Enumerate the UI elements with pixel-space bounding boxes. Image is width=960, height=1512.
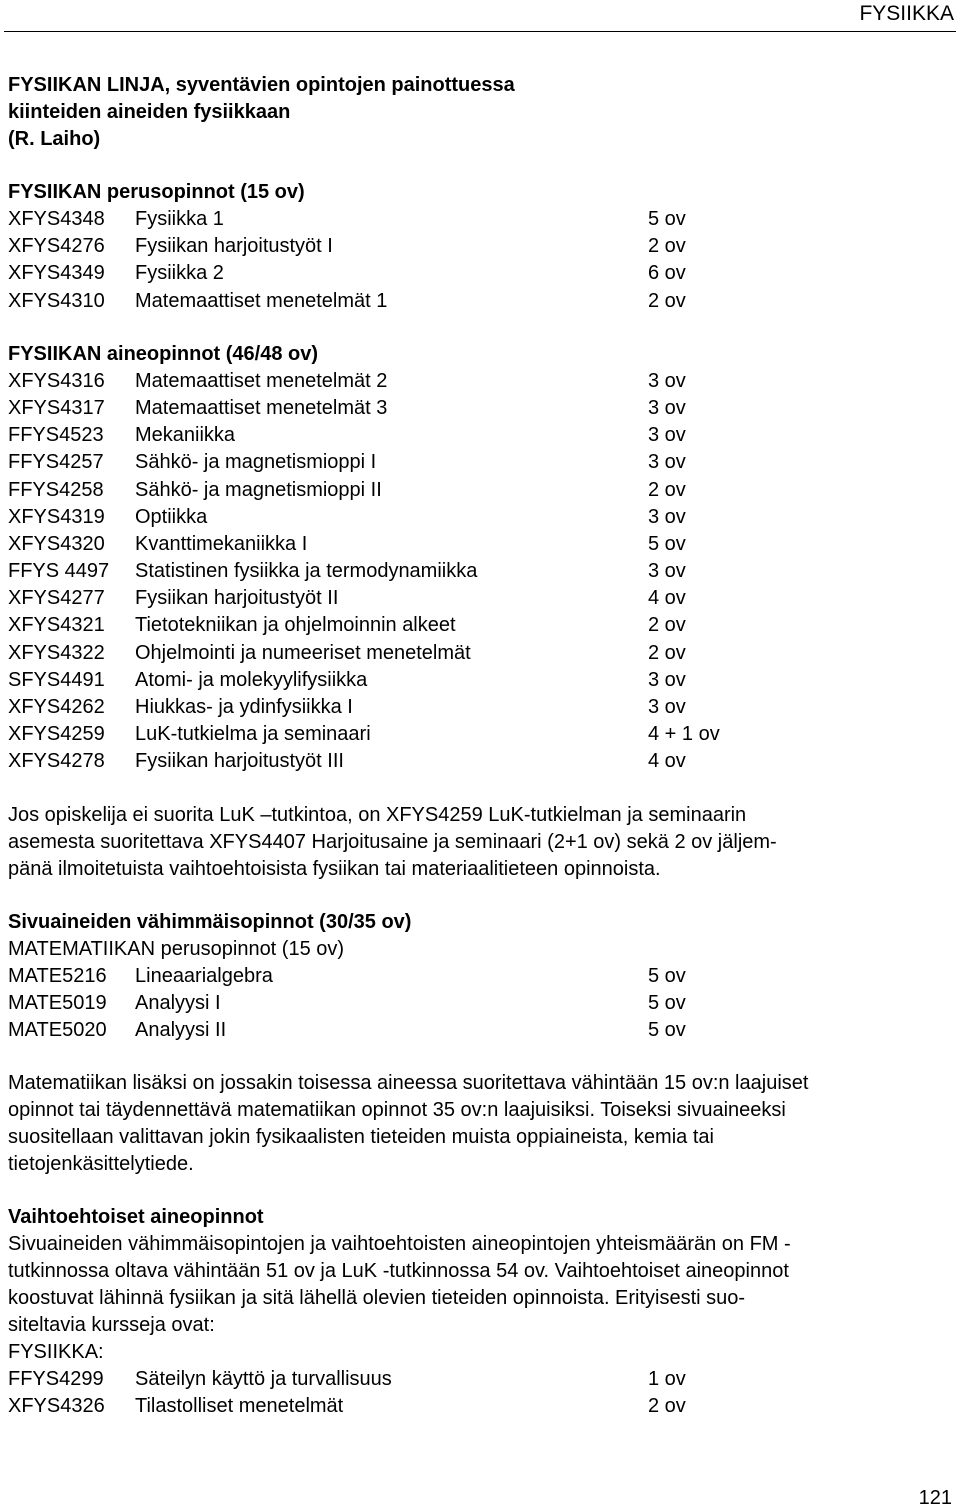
course-name: Analyysi I: [135, 991, 221, 1014]
course-code: XFYS4277: [8, 587, 105, 610]
intermediate-studies-heading: FYSIIKAN aineopinnot (46/48 ov): [8, 342, 319, 365]
course-name: Fysiikan harjoitustyöt I: [135, 235, 333, 258]
basic-course-list: [8, 206, 938, 315]
course-row: [8, 233, 938, 260]
spacer: [8, 776, 938, 802]
paragraph-line: siteltavia kursseja ovat:: [8, 1314, 215, 1337]
course-code: XFYS4349: [8, 262, 105, 285]
course-credits: 5 ov: [648, 208, 686, 230]
course-code: XFYS4322: [8, 641, 105, 664]
paragraph-line: suositellaan valittavan jokin fysikaalisten tieteiden muista oppiaineista, kemia tai: [8, 1126, 714, 1149]
course-code: XFYS4317: [8, 396, 105, 419]
course-row: [8, 1366, 938, 1393]
course-name: Hiukkas- ja ydinfysiikka I: [135, 696, 353, 718]
course-credits: 5 ov: [648, 964, 686, 987]
course-credits: 3 ov: [648, 369, 686, 392]
course-code: SFYS4491: [8, 668, 105, 691]
course-name: Ohjelmointi ja numeeriset menetelmät: [135, 641, 471, 664]
course-row: [8, 288, 938, 315]
header-rule: [4, 31, 956, 32]
course-credits: 2 ov: [648, 1395, 686, 1418]
course-row: [8, 422, 938, 449]
course-name: Fysiikka 2: [135, 262, 224, 285]
page-content: [8, 72, 938, 1421]
course-code: FFYS4257: [8, 451, 104, 474]
course-row: [8, 990, 938, 1017]
course-credits: 2 ov: [648, 289, 686, 312]
course-row: [8, 368, 938, 395]
course-row: [8, 1393, 938, 1420]
course-credits: 3 ov: [648, 560, 686, 583]
course-row: [8, 260, 938, 287]
course-code: XFYS4348: [8, 208, 105, 230]
intermediate-course-list: [8, 368, 938, 776]
course-code: XFYS4276: [8, 235, 105, 258]
basic-studies-heading: FYSIIKAN perusopinnot (15 ov): [8, 181, 305, 203]
course-code: FFYS4258: [8, 478, 104, 501]
course-credits: 5 ov: [648, 1018, 686, 1041]
luk-note-paragraph: [8, 802, 938, 883]
course-name: Fysiikka 1: [135, 208, 224, 230]
course-row: [8, 585, 938, 612]
paragraph-line: opinnot tai täydennettävä matematiikan opinnot 35 ov:n laajuisiksi. Toiseksi sivuaineeksi: [8, 1099, 786, 1122]
course-row: [8, 640, 938, 667]
minor-studies-heading: Sivuaineiden vähimmäisopinnot (30/35 ov): [8, 910, 412, 933]
course-code: XFYS4259: [8, 723, 105, 746]
page-number: 121: [918, 1487, 952, 1509]
course-row: [8, 395, 938, 422]
physics-subheading: FYSIIKKA:: [8, 1341, 104, 1364]
course-name: Fysiikan harjoitustyöt II: [135, 587, 339, 610]
course-row: [8, 748, 938, 775]
course-row: [8, 721, 938, 748]
course-code: XFYS4316: [8, 369, 105, 392]
course-code: MATE5020: [8, 1018, 107, 1041]
running-header: FYSIIKKA: [859, 2, 954, 25]
course-name: Matemaattiset menetelmät 3: [135, 396, 388, 419]
course-credits: 3 ov: [648, 505, 686, 528]
course-name: Matemaattiset menetelmät 1: [135, 289, 388, 312]
optional-studies-heading: Vaihtoehtoiset aineopinnot: [8, 1206, 264, 1229]
course-code: MATE5216: [8, 964, 107, 987]
spacer: [8, 1178, 938, 1204]
course-name: Mekaniikka: [135, 424, 236, 447]
section-title: [8, 72, 938, 153]
course-credits: 5 ov: [648, 532, 686, 555]
spacer: [8, 883, 938, 909]
spacer: [8, 315, 938, 341]
course-code: XFYS4262: [8, 696, 105, 718]
course-name: Kvanttimekaniikka I: [135, 532, 308, 555]
course-credits: 6 ov: [648, 262, 686, 285]
course-credits: 3 ov: [648, 424, 686, 447]
course-name: Optiikka: [135, 505, 208, 528]
paragraph-line: asemesta suoritettava XFYS4407 Harjoitusaine ja seminaari (2+1 ov) sekä 2 ov jäljem-: [8, 830, 777, 853]
paragraph-line: Matematiikan lisäksi on jossakin toisessa aineessa suoritettava vähintään 15 ov:n laajuiset: [8, 1072, 809, 1095]
course-name: Lineaarialgebra: [135, 964, 273, 987]
course-row: [8, 531, 938, 558]
paragraph-line: Sivuaineiden vähimmäisopintojen ja vaihtoehtoisten aineopintojen yhteismäärän on FM -: [8, 1233, 791, 1256]
course-name: Matemaattiset menetelmät 2: [135, 369, 388, 392]
spacer: [8, 153, 938, 179]
paragraph-line: tutkinnossa oltava vähintään 51 ov ja LuK -tutkinnossa 54 ov. Vaihtoehtoiset aineopinnot: [8, 1260, 789, 1283]
course-code: FFYS 4497: [8, 560, 110, 583]
course-credits: 3 ov: [648, 668, 686, 691]
title-line: kiinteiden aineiden fysiikkaan: [8, 101, 291, 123]
course-credits: 2 ov: [648, 478, 686, 501]
course-row: [8, 504, 938, 531]
course-row: [8, 449, 938, 476]
course-credits: 2 ov: [648, 641, 686, 664]
course-credits: 2 ov: [648, 235, 686, 258]
course-name: Tietotekniikan ja ohjelmoinnin alkeet: [135, 614, 456, 637]
course-code: XFYS4326: [8, 1395, 105, 1418]
optional-studies-paragraph: [8, 1231, 938, 1339]
course-credits: 4 + 1 ov: [648, 723, 720, 746]
course-name: Statistinen fysiikka ja termodynamiikka: [135, 560, 478, 583]
course-code: XFYS4320: [8, 532, 105, 555]
course-row: [8, 558, 938, 585]
course-row: [8, 206, 938, 233]
math-note-paragraph: [8, 1070, 938, 1178]
course-row: [8, 1017, 938, 1044]
spacer: [8, 1044, 938, 1070]
course-name: LuK-tutkielma ja seminaari: [135, 723, 371, 746]
course-credits: 3 ov: [648, 696, 686, 718]
course-code: XFYS4321: [8, 614, 105, 637]
course-credits: 4 ov: [648, 750, 686, 773]
course-name: Sähkö- ja magnetismioppi I: [135, 451, 377, 474]
course-credits: 1 ov: [648, 1368, 686, 1391]
course-credits: 3 ov: [648, 396, 686, 419]
course-row: [8, 963, 938, 990]
course-row: [8, 612, 938, 639]
course-code: XFYS4278: [8, 750, 105, 773]
title-line: (R. Laiho): [8, 128, 101, 150]
course-name: Sähkö- ja magnetismioppi II: [135, 478, 382, 501]
course-name: Tilastolliset menetelmät: [135, 1395, 344, 1418]
course-code: FFYS4523: [8, 424, 104, 447]
course-code: FFYS4299: [8, 1368, 104, 1391]
course-credits: 2 ov: [648, 614, 686, 637]
course-code: XFYS4319: [8, 505, 105, 528]
optional-course-list: [8, 1366, 938, 1420]
course-credits: 5 ov: [648, 991, 686, 1014]
paragraph-line: koostuvat lähinnä fysiikan ja sitä lähellä olevien tieteiden opinnoista. Erityisesti suo-: [8, 1287, 746, 1310]
course-row: [8, 477, 938, 504]
course-code: XFYS4310: [8, 289, 105, 312]
course-name: Säteilyn käyttö ja turvallisuus: [135, 1368, 392, 1391]
math-course-list: [8, 963, 938, 1045]
title-line: FYSIIKAN LINJA, syventävien opintojen painottuessa: [8, 74, 515, 96]
course-code: MATE5019: [8, 991, 107, 1014]
paragraph-line: Jos opiskelija ei suorita LuK –tutkintoa, on XFYS4259 LuK-tutkielman ja seminaarin: [8, 803, 747, 826]
math-basic-subheading: MATEMATIIKAN perusopinnot (15 ov): [8, 937, 345, 960]
paragraph-line: tietojenkäsittelytiede.: [8, 1153, 194, 1176]
course-name: Analyysi II: [135, 1018, 227, 1041]
course-name: Atomi- ja molekyylifysiikka: [135, 668, 368, 691]
course-credits: 4 ov: [648, 587, 686, 610]
course-row: [8, 667, 938, 694]
course-name: Fysiikan harjoitustyöt III: [135, 750, 344, 773]
paragraph-line: pänä ilmoitetuista vaihtoehtoisista fysiikan tai materiaalitieteen opinnoista.: [8, 857, 661, 880]
course-credits: 3 ov: [648, 451, 686, 474]
course-row: [8, 694, 938, 721]
